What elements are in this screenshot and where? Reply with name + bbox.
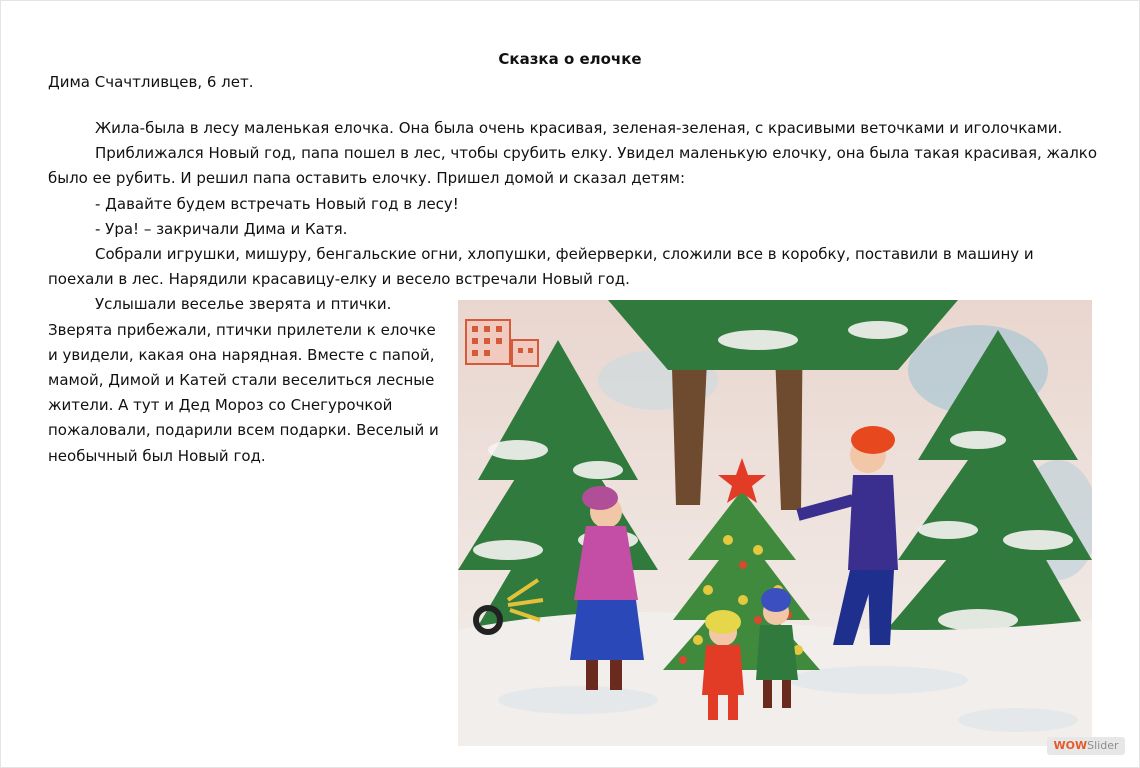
paragraph-5-text: Собрали игрушки, мишуру, бенгальские огни, хлопушки, фейерверки, сложили все в коробку, поставили в машину и поехали в лес. Нарядили красавицу-елку и весело встречали Новый год. <box>48 245 1034 289</box>
badge-part-1: WOW <box>1053 739 1088 752</box>
paragraph-5 <box>48 242 1098 292</box>
paragraph-2: Приближался Новый год, папа пошел в лес, чтобы срубить елку. Увидел маленькую елочку, она была такая красивая, жалко было ее рубить. И решил папа оставить елочку. Пришел домой и сказал детям: <box>48 144 1098 188</box>
story-author: Дима Счачтливцев, 6 лет. <box>48 73 254 91</box>
wowslider-badge[interactable] <box>1047 737 1125 755</box>
dialog-line-1: - Давайте будем встречать Новый год в лесу! <box>95 194 459 213</box>
story-body <box>48 116 1098 746</box>
dialog-line-2: - Ура! – закричали Дима и Катя. <box>95 219 348 238</box>
badge-part-2: Slider <box>1087 739 1119 752</box>
paragraph-1: Жила-была в лесу маленькая елочка. Она была очень красивая, зеленая-зеленая, с красивыми веточками и иголочками. <box>95 119 1063 137</box>
child-drawing-illustration <box>458 300 1092 746</box>
story-title: Сказка о елочке <box>498 50 642 68</box>
paragraph-6: Услышали веселье зверята и птички. Зверята прибежали, птички прилетели к елочке и увидели, какая она нарядная. Вместе с папой, мамой, Димой и Катей стали веселиться лесные жители. А тут и Дед Мороз со Снегурочкой пожаловали, подарили всем подарки. Веселый и необычный был Новый год. <box>48 295 439 465</box>
